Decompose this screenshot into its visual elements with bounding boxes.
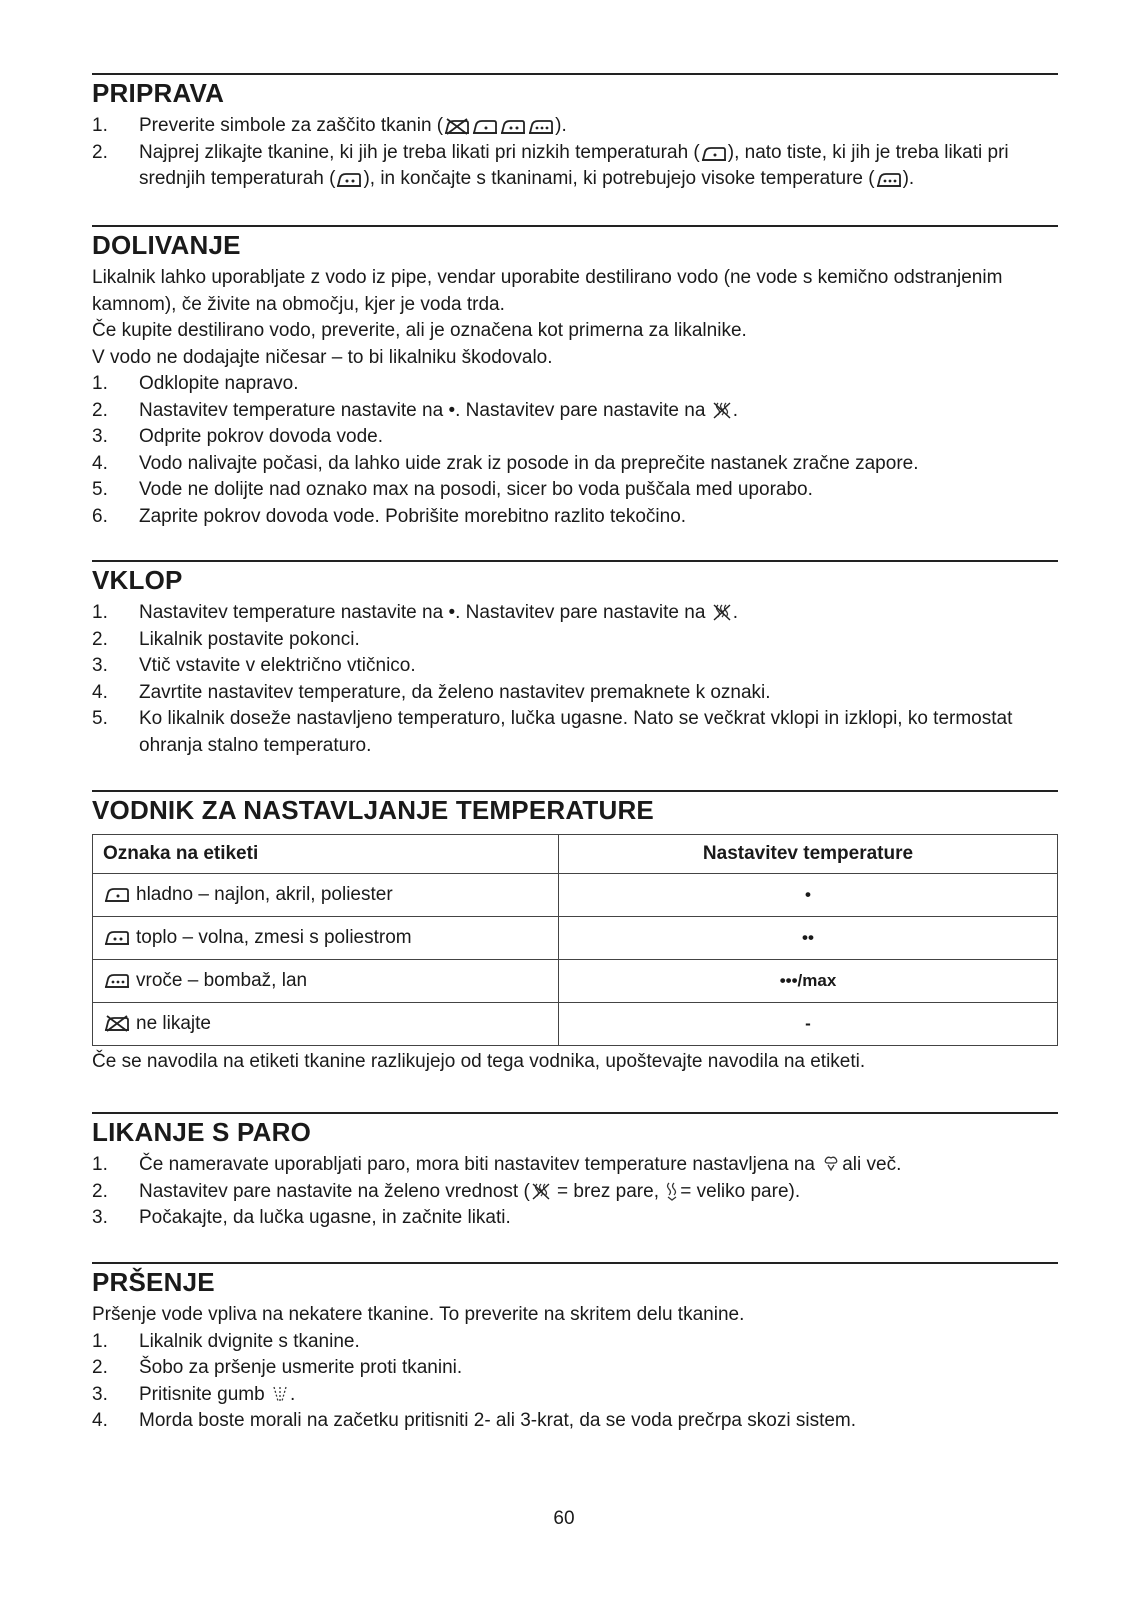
list-item: 4. Morda boste morali na začetku pritisniti 2- ali 3-krat, da se voda prečrpa skozi sistem.	[92, 1410, 857, 1431]
list-item: 1. Odklopite napravo.	[92, 373, 299, 394]
table-cell-label: vroče – bombaž, lan	[93, 960, 559, 1003]
steam-min-icon	[821, 1154, 841, 1174]
list-item: 2. Najprej zlikajte tkanine, ki jih je treba likati pri nizkih temperaturah ( ), nato tiste, ki jih je treba likati pri srednjih temperaturah ( ), in končajte s tkaninami, ki potrebujejo visoke temperature ( ).	[92, 141, 1009, 189]
section-title: PRIPRAVA	[92, 78, 225, 108]
paragraph: Pršenje vode vpliva na nekatere tkanine. To preverite na skritem delu tkanine.	[92, 1304, 745, 1325]
iron-two-dots-icon	[336, 170, 362, 188]
list-item: 4. Vodo nalivajte počasi, da lahko uide zrak iz posode in da preprečite nastanek zračne zapore.	[92, 452, 919, 474]
max-steam-icon	[665, 1181, 679, 1201]
no-steam-icon	[531, 1181, 551, 1201]
section-title: LIKANJE S PARO	[92, 1117, 312, 1147]
table-row	[93, 1003, 1058, 1046]
list-item: 1. Preverite simbole za zaščito tkanin ( ).	[92, 115, 567, 136]
no-steam-icon	[712, 602, 732, 622]
table-header-row	[93, 835, 1058, 874]
list-item: 1. Nastavitev temperature nastavite na •. Nastavitev pare nastavite na .	[92, 602, 738, 623]
iron-one-dot-icon	[701, 144, 727, 162]
list-item: 2. Nastavitev temperature nastavite na •. Nastavitev pare nastavite na .	[92, 399, 738, 421]
list-item: 4. Zavrtite nastavitev temperature, da želeno nastavitev premaknete k oznaki.	[92, 681, 771, 703]
dolivanje-list	[92, 371, 1058, 530]
list-item: 2. Likalnik postavite pokonci.	[92, 628, 360, 650]
section-vklop	[92, 560, 1058, 759]
table-cell-setting: -	[559, 1003, 1058, 1046]
list-item: 3. Vtič vstavite v električno vtičnico.	[92, 655, 416, 676]
iron-three-dots-icon	[528, 117, 554, 135]
list-item: 1. Likalnik dvignite s tkanine.	[92, 1330, 360, 1352]
iron-three-dots-icon	[104, 971, 130, 989]
list-item: 3. Počakajte, da lučka ugasne, in začnite likati.	[92, 1207, 511, 1228]
iron-three-dots-icon	[876, 170, 902, 188]
table-cell-setting: •	[559, 874, 1058, 917]
iron-one-dot-icon	[472, 117, 498, 135]
table-row	[93, 874, 1058, 917]
no-iron-icon	[444, 117, 470, 135]
list-item: 3. Odprite pokrov dovoda vode.	[92, 426, 383, 447]
table-cell-setting: •••/max	[559, 960, 1058, 1003]
column-header-label: Oznaka na etiketi	[93, 835, 559, 874]
section-title: VODNIK ZA NASTAVLJANJE TEMPERATURE	[92, 795, 654, 825]
dot-symbol: •	[448, 399, 456, 421]
prsenje-list	[92, 1329, 1058, 1435]
section-priprava	[92, 73, 1058, 193]
table-cell-label: hladno – najlon, akril, poliester	[93, 874, 559, 917]
section-title: PRŠENJE	[92, 1267, 215, 1297]
list-item: 5. Ko likalnik doseže nastavljeno temperaturo, lučka ugasne. Nato se večkrat vklopi in izklopi, ko termostat ohranja stalno temperaturo.	[92, 708, 1013, 756]
table-row	[93, 960, 1058, 1003]
paragraph: Likalnik lahko uporabljate z vodo iz pipe, vendar uporabite destilirano vodo (ne vode s kemično odstranjenim kamnom), če živite na območju, kjer je voda trda.	[92, 267, 1003, 315]
section-title: DOLIVANJE	[92, 230, 241, 260]
list-item: 6. Zaprite pokrov dovoda vode. Pobrišite morebitno razlito tekočino.	[92, 505, 687, 527]
page-number: 60	[553, 1508, 575, 1529]
section-dolivanje	[92, 225, 1058, 530]
list-item: 2. Šobo za pršenje usmerite proti tkanini.	[92, 1357, 463, 1378]
iron-two-dots-icon	[104, 928, 130, 946]
dot-symbol: •	[448, 602, 456, 623]
paragraph: Če kupite destilirano vodo, preverite, ali je označena kot primerna za likalnike.	[92, 320, 747, 341]
vklop-list	[92, 600, 1058, 759]
no-iron-icon	[104, 1014, 130, 1032]
section-prsenje	[92, 1262, 1058, 1435]
table-cell-label: ne likajte	[93, 1003, 559, 1046]
table-row	[93, 917, 1058, 960]
priprava-list	[92, 113, 1058, 193]
section-vodnik	[92, 790, 1058, 1076]
section-likanje-s-paro	[92, 1112, 1058, 1232]
table-cell-label: toplo – volna, zmesi s poliestrom	[93, 917, 559, 960]
no-steam-icon	[712, 400, 732, 420]
likanje-list	[92, 1152, 1058, 1232]
spray-icon	[271, 1384, 289, 1404]
list-item: 1. Če nameravate uporabljati paro, mora biti nastavitev temperature nastavljena na ali več.	[92, 1154, 902, 1175]
column-header-setting: Nastavitev temperature	[559, 835, 1058, 874]
paragraph: V vodo ne dodajajte ničesar – to bi likalniku škodovalo.	[92, 346, 553, 368]
table-note: Če se navodila na etiketi tkanine razlikujejo od tega vodnika, upoštevajte navodila na etiketi.	[92, 1051, 866, 1072]
list-item: 5. Vode ne dolijte nad oznako max na posodi, sicer bo voda puščala med uporabo.	[92, 479, 813, 500]
iron-two-dots-icon	[500, 117, 526, 135]
list-item: 3. Pritisnite gumb .	[92, 1383, 296, 1405]
section-title: VKLOP	[92, 565, 183, 595]
table-cell-setting: ••	[559, 917, 1058, 960]
iron-one-dot-icon	[104, 885, 130, 903]
temperature-guide-table	[92, 834, 1058, 1046]
list-item: 2. Nastavitev pare nastavite na želeno vrednost ( = brez pare, = veliko pare).	[92, 1180, 801, 1202]
